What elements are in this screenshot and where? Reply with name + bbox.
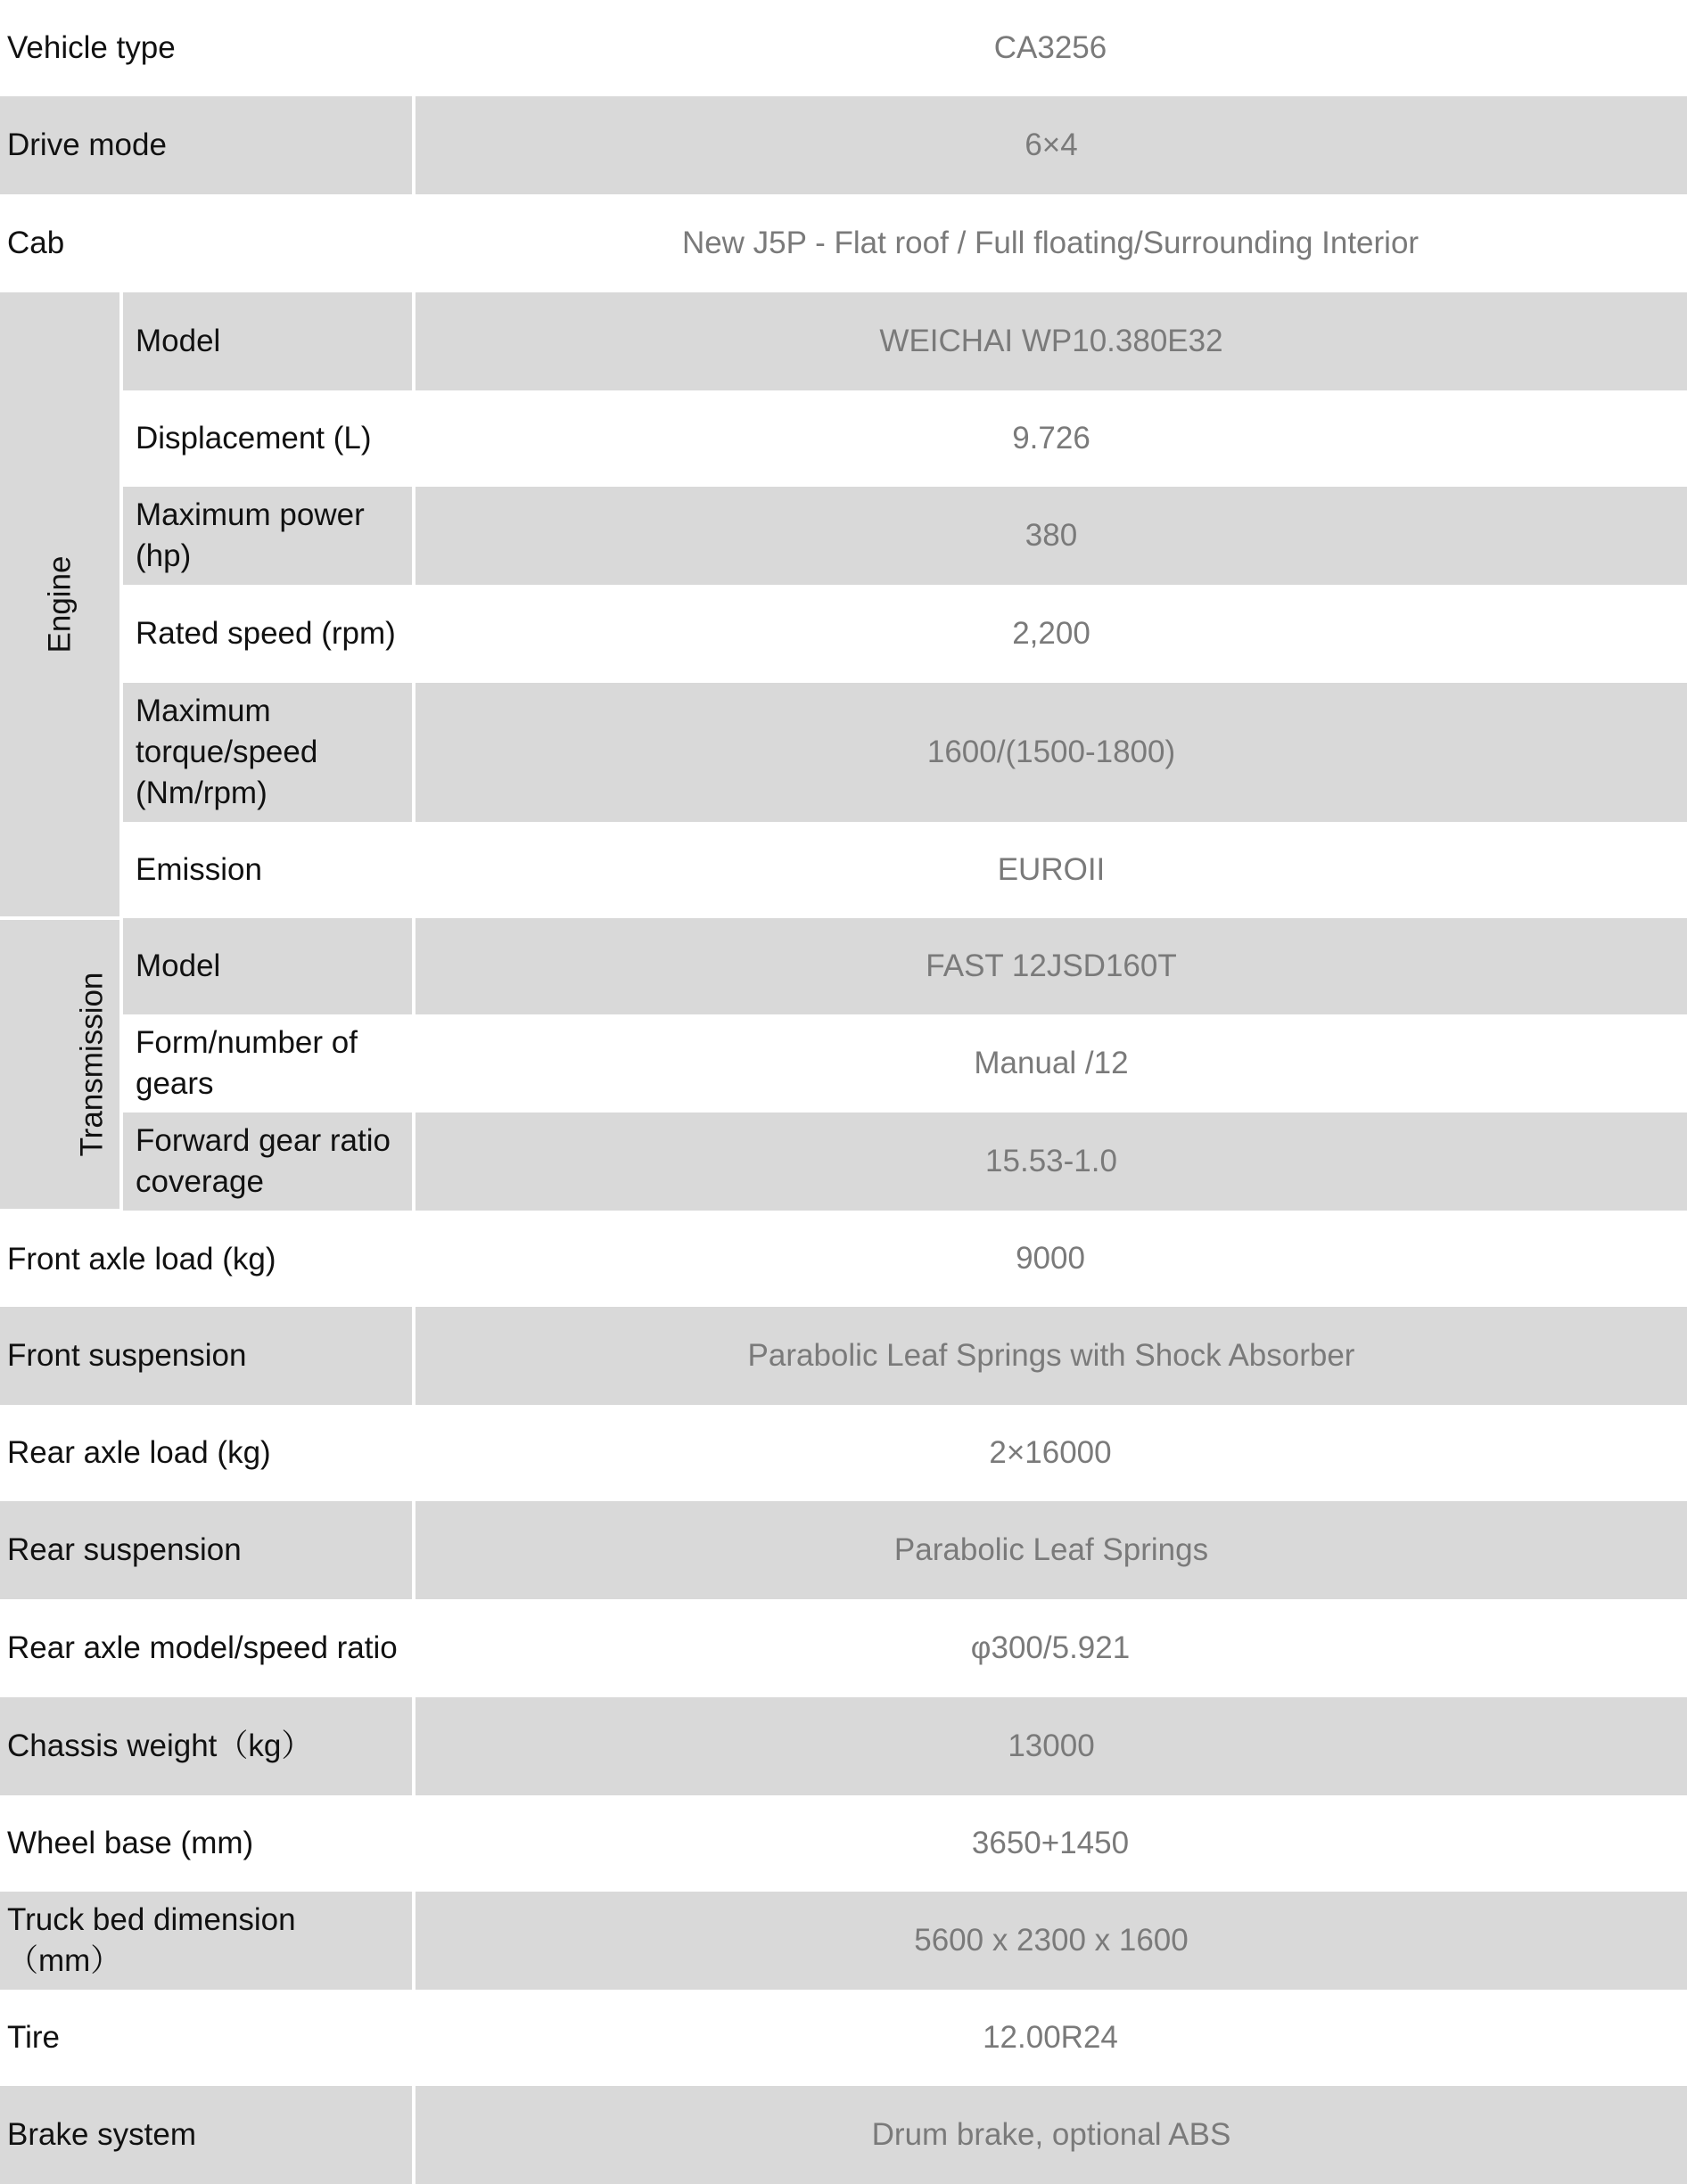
row-value: Drum brake, optional ABS (414, 2086, 1687, 2184)
transmission-group-label (0, 918, 121, 1211)
engine-group-label (0, 292, 121, 918)
row-label: Rear suspension (0, 1501, 414, 1599)
engine-group-text: Engine (41, 555, 77, 653)
row-value: φ300/5.921 (414, 1599, 1687, 1697)
table-row (0, 390, 1687, 487)
row-value: FAST 12JSD160T (414, 918, 1687, 1014)
row-value: New J5P - Flat roof / Full floating/Surrounding Interior (414, 194, 1687, 292)
transmission-group-text: Transmission (74, 972, 110, 1157)
table-row (0, 1211, 1687, 1307)
row-value: 2,200 (414, 585, 1687, 683)
row-value: 5600 x 2300 x 1600 (414, 1892, 1687, 1990)
row-value: 6×4 (414, 96, 1687, 194)
row-label: Chassis weight（kg） (0, 1697, 414, 1795)
row-label: Model (121, 918, 414, 1014)
row-value: EUROII (414, 822, 1687, 918)
row-value: Parabolic Leaf Springs with Shock Absorber (414, 1307, 1687, 1405)
row-label: Truck bed dimension （mm） (0, 1892, 414, 1990)
row-value: CA3256 (414, 0, 1687, 96)
row-label: Front suspension (0, 1307, 414, 1405)
table-row (0, 1405, 1687, 1501)
row-label: Rated speed (rpm) (121, 585, 414, 683)
table-row (0, 194, 1687, 292)
table-row (0, 1990, 1687, 2086)
table-row (0, 1892, 1687, 1990)
row-label: Drive mode (0, 96, 414, 194)
table-row (0, 585, 1687, 683)
table-row (0, 2086, 1687, 2184)
table-row (0, 1795, 1687, 1892)
table-row (0, 292, 1687, 390)
row-value: 3650+1450 (414, 1795, 1687, 1892)
row-value: Manual /12 (414, 1014, 1687, 1113)
row-value: 380 (414, 487, 1687, 585)
row-value: WEICHAI WP10.380E32 (414, 292, 1687, 390)
row-label: Rear axle model/speed ratio (0, 1599, 414, 1697)
row-label: Forward gear ratio coverage (121, 1113, 414, 1211)
table-row (0, 1697, 1687, 1795)
table-row (0, 1307, 1687, 1405)
table-row (0, 683, 1687, 822)
row-value: 15.53-1.0 (414, 1113, 1687, 1211)
row-label: Wheel base (mm) (0, 1795, 414, 1892)
row-label: Tire (0, 1990, 414, 2086)
row-value: 12.00R24 (414, 1990, 1687, 2086)
row-label: Front axle load (kg) (0, 1211, 414, 1307)
table-row (0, 487, 1687, 585)
table-row (0, 822, 1687, 918)
table-row (0, 1113, 1687, 1211)
row-label: Form/number of gears (121, 1014, 414, 1113)
row-value: 9000 (414, 1211, 1687, 1307)
row-label: Emission (121, 822, 414, 918)
row-label: Vehicle type (0, 0, 414, 96)
row-value: 1600/(1500-1800) (414, 683, 1687, 822)
table-row (0, 1599, 1687, 1697)
row-label: Cab (0, 194, 414, 292)
row-value: 2×16000 (414, 1405, 1687, 1501)
table-row (0, 918, 1687, 1014)
row-label: Displacement (L) (121, 390, 414, 487)
table-row (0, 0, 1687, 96)
row-label: Maximum torque/speed (Nm/rpm) (121, 683, 414, 822)
row-label: Maximum power (hp) (121, 487, 414, 585)
table-row (0, 1014, 1687, 1113)
row-label: Model (121, 292, 414, 390)
row-label: Brake system (0, 2086, 414, 2184)
row-label: Rear axle load (kg) (0, 1405, 414, 1501)
row-value: 9.726 (414, 390, 1687, 487)
row-value: 13000 (414, 1697, 1687, 1795)
row-value: Parabolic Leaf Springs (414, 1501, 1687, 1599)
table-row (0, 96, 1687, 194)
table-row (0, 1501, 1687, 1599)
